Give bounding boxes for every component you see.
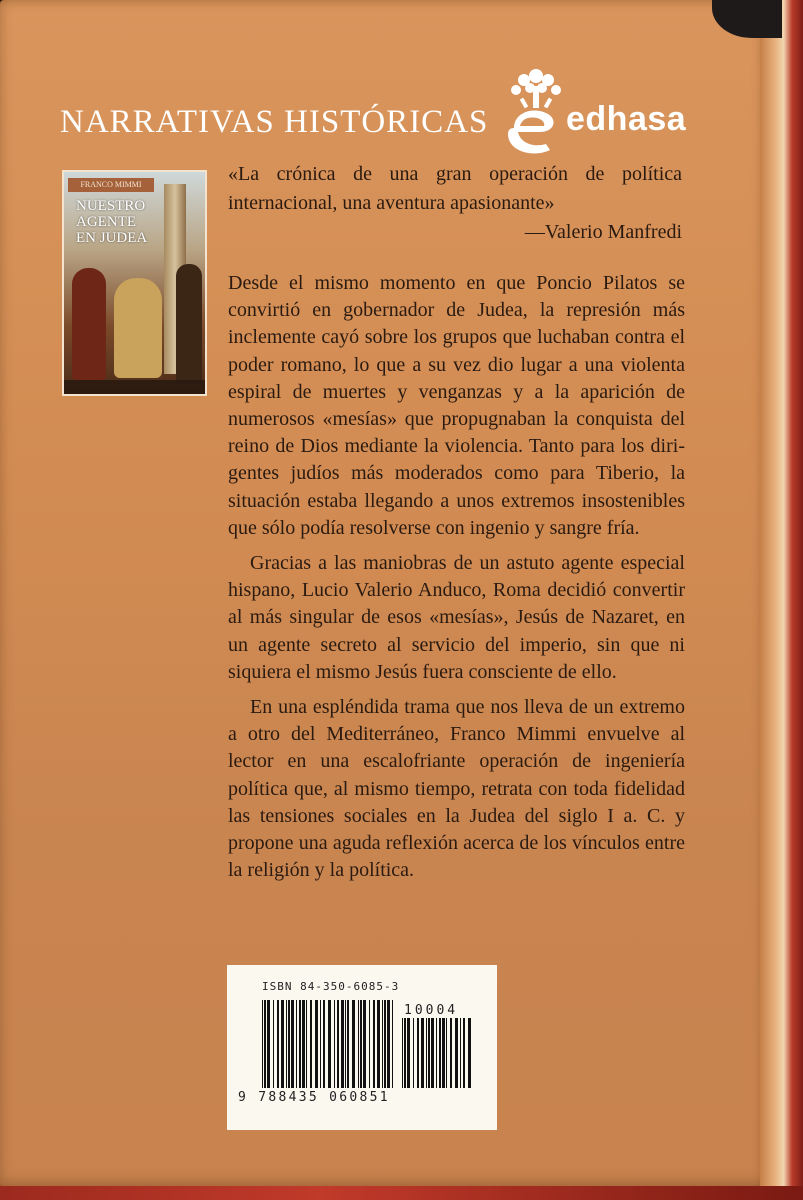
barcode-bar bbox=[431, 1018, 434, 1088]
figure-illustration bbox=[72, 268, 106, 380]
barcode-bar bbox=[413, 1018, 414, 1088]
quote-text: «La crónica de una gran operación de política internacional, una aventura apasionante» bbox=[228, 163, 682, 214]
ean-number: 9 788435 060851 bbox=[238, 1090, 390, 1105]
barcode-bar bbox=[328, 1000, 331, 1088]
barcode-bar bbox=[446, 1018, 447, 1088]
barcode-bar bbox=[302, 1000, 305, 1088]
barcode-bar bbox=[377, 1000, 380, 1088]
barcode-bar bbox=[277, 1000, 279, 1088]
barcode-bars bbox=[262, 1000, 396, 1088]
barcode-bar bbox=[369, 1000, 370, 1088]
series-title: NARRATIVAS HISTÓRICAS bbox=[60, 104, 489, 140]
synopsis-paragraph: En una espléndida trama que nos lleva de un extremo a otro del Mediterráneo, Franco Mimmi envuelve al lector en una escalofriante operación de ingeniería política que, al mismo tiempo, retrata con toda fidelidad las tensiones sociales en la Judea del siglo I a. C. y propone una aguda reflexión acerca de los vínculos entre la religión y la política. bbox=[228, 696, 685, 882]
barcode-bar bbox=[310, 1000, 312, 1088]
barcode-bar bbox=[334, 1000, 335, 1088]
barcode-bar bbox=[426, 1018, 427, 1088]
barcode-bar bbox=[337, 1000, 339, 1088]
barcode-bar bbox=[373, 1000, 375, 1088]
barcode-bar bbox=[345, 1000, 346, 1088]
barcode-bar bbox=[323, 1000, 325, 1088]
barcode-bar bbox=[341, 1000, 344, 1088]
barcode-bar bbox=[407, 1018, 410, 1088]
synopsis-paragraph: Gracias a las maniobras de un astuto agente especial hispano, Lucio Valerio Anduco, Roma decidió convertir al más singular de esos «mesías», Jesús de Nazaret, en un agente secreto al servicio del imperio, sin que ni siquiera el mismo Jesús fuera consciente de ello. bbox=[228, 552, 685, 683]
barcode-bar bbox=[262, 1000, 263, 1088]
barcode-bar bbox=[296, 1000, 297, 1088]
thumbnail-title-line: EN JUDEA bbox=[76, 230, 148, 246]
front-cover-thumbnail bbox=[62, 170, 207, 396]
thumbnail-title-line: NUESTRO bbox=[76, 198, 146, 214]
barcode-bar bbox=[273, 1000, 274, 1088]
synopsis-paragraph: Desde el mismo momento en que Poncio Pilatos se convirtió en gobernador de Judea, la represión más inclemente cayó sobre los grupos que luchaban contra el poder romano, lo que a su vez dio lugar a una violenta espiral de muertes y venganzas y a la aparición de numerosos «mesías» que propugnaban la conquista del reino de Dios mediante la violencia. Tanto para los dirigentes judíos más moderados como para Tiberio, la situación estaba llegando a unos extremos insostenibles que sólo podía resolverse con ingenio y sangre fría. bbox=[228, 272, 685, 539]
barcode-bar bbox=[286, 1000, 287, 1088]
barcode-bar bbox=[267, 1000, 270, 1088]
barcode-bar bbox=[384, 1000, 386, 1088]
figure-illustration bbox=[176, 264, 202, 384]
synopsis bbox=[228, 270, 685, 884]
barcode-bar bbox=[299, 1000, 301, 1088]
blurb-quote bbox=[228, 160, 682, 247]
book-spine-edge bbox=[760, 0, 803, 1200]
figure-illustration bbox=[114, 278, 162, 378]
thumbnail-publisher-strip bbox=[64, 380, 205, 394]
barcode-bar bbox=[352, 1000, 355, 1088]
barcode-bar bbox=[404, 1018, 406, 1088]
edhasa-logo-icon bbox=[500, 62, 572, 154]
barcode-bar bbox=[442, 1018, 445, 1088]
barcode-bar bbox=[320, 1000, 321, 1088]
barcode-bar bbox=[460, 1018, 461, 1088]
thumbnail-author: FRANCO MIMMI bbox=[68, 178, 154, 192]
barcode-bar bbox=[463, 1018, 465, 1088]
book-bottom-edge bbox=[0, 1186, 803, 1200]
barcode-bar bbox=[428, 1018, 430, 1088]
barcode-bar bbox=[382, 1000, 383, 1088]
barcode-bar bbox=[281, 1000, 284, 1088]
barcode-bar bbox=[387, 1000, 390, 1088]
barcode-bar bbox=[264, 1000, 266, 1088]
publisher-name: edhasa bbox=[566, 100, 687, 138]
barcode-bar bbox=[417, 1018, 419, 1088]
barcode-bar bbox=[347, 1000, 349, 1088]
barcode-bar bbox=[402, 1018, 403, 1088]
barcode-bar bbox=[392, 1000, 393, 1088]
thumbnail-title-line: AGENTE bbox=[76, 214, 136, 230]
barcode-bar bbox=[436, 1018, 437, 1088]
barcode-bar bbox=[291, 1000, 294, 1088]
barcode-bar bbox=[421, 1018, 424, 1088]
barcode-bar bbox=[360, 1000, 362, 1088]
quote-attribution: —Valerio Manfredi bbox=[524, 221, 682, 243]
thumbnail-title bbox=[76, 198, 166, 246]
barcode-addon-number: 10004 bbox=[404, 1003, 459, 1018]
barcode-bar bbox=[288, 1000, 290, 1088]
barcode-addon-bars bbox=[402, 1018, 472, 1088]
barcode-bar bbox=[358, 1000, 359, 1088]
barcode-bar bbox=[315, 1000, 318, 1088]
barcode-bar bbox=[306, 1000, 307, 1088]
barcode-bar bbox=[450, 1018, 452, 1088]
barcode-bar bbox=[363, 1000, 366, 1088]
barcode-bar bbox=[439, 1018, 441, 1088]
isbn-number: ISBN 84-350-6085-3 bbox=[262, 980, 400, 993]
barcode-bar bbox=[468, 1018, 471, 1088]
barcode-bar bbox=[455, 1018, 458, 1088]
